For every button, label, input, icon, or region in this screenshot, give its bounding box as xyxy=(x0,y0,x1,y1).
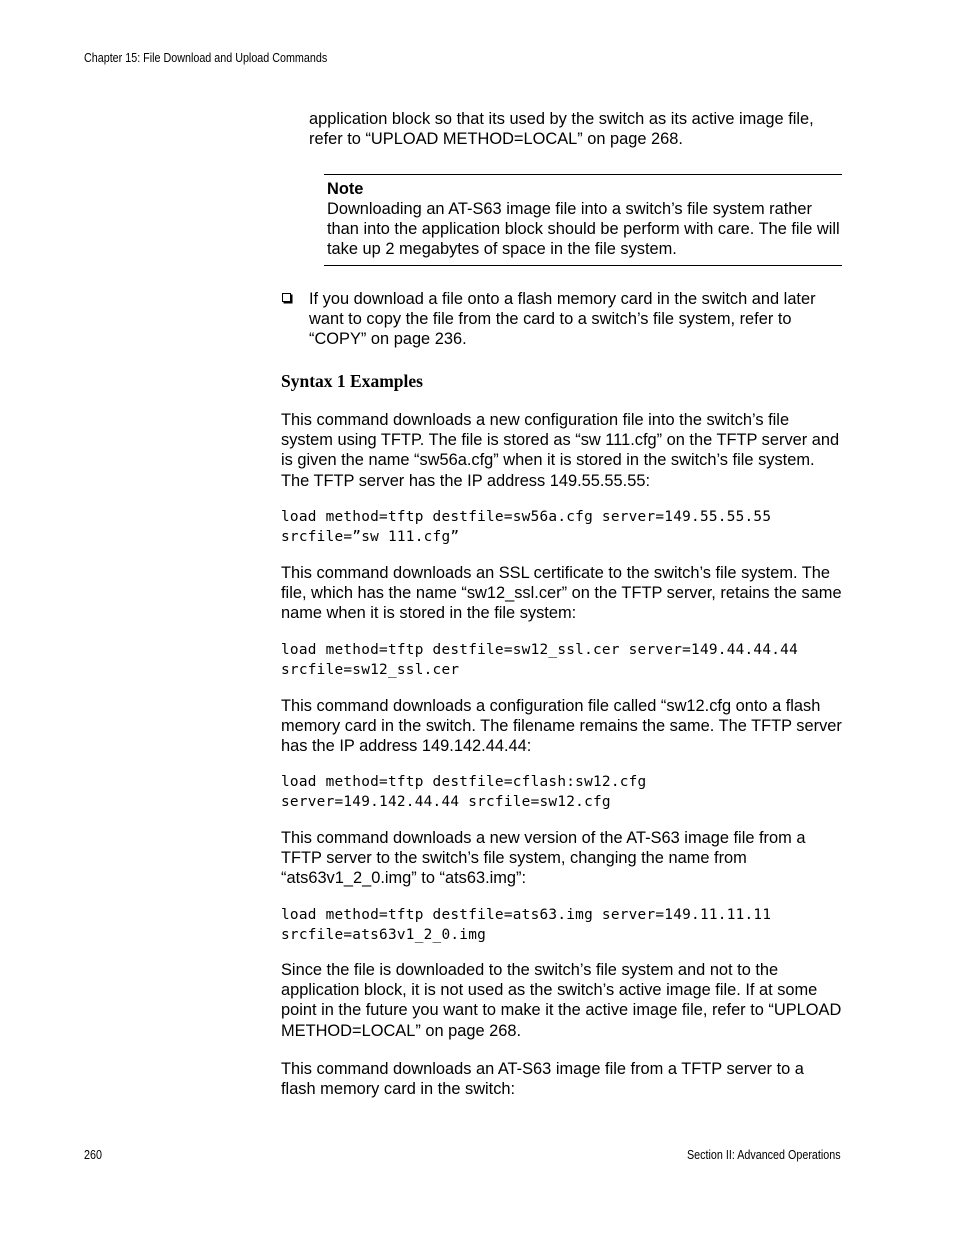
closing-paragraph: Since the file is downloaded to the switch’s file system and not to the application block, it is not used as the switch’s active image file. If at some point in the future you want to make it the active image file, refer to “UPLOAD METHOD=LOCAL” on page 268. xyxy=(281,961,842,1040)
note-text: Downloading an AT-S63 image file into a switch’s file system rather than into the application block should be perform with care. The file will take up 2 megabytes of space in the file system. xyxy=(327,200,840,259)
section-heading: Syntax 1 Examples xyxy=(281,371,423,391)
intro-paragraph: application block so that its used by the switch as its active image file, refer to “UPLOAD METHOD=LOCAL” on page 268. xyxy=(309,110,814,149)
example-4-text: This command downloads a new version of the AT-S63 image file from a TFTP server to the switch’s file system, changing the name from “ats63v1_2_0.img” to “ats63.img”: xyxy=(281,829,806,888)
final-paragraph: This command downloads an AT-S63 image file from a TFTP server to a flash memory card in the switch: xyxy=(281,1060,804,1099)
bullet-text: If you download a file onto a flash memory card in the switch and later want to copy the file from the card to a switch’s file system, refer to “COPY” on page 236. xyxy=(309,290,816,349)
note-title: Note xyxy=(327,180,364,198)
note-box xyxy=(324,174,842,266)
example-4-code: load method=tftp destfile=ats63.img server=149.11.11.11 srcfile=ats63v1_2_0.img xyxy=(281,907,772,943)
example-2-code: load method=tftp destfile=sw12_ssl.cer server=149.44.44.44 srcfile=sw12_ssl.cer xyxy=(281,642,799,678)
example-1-code: load method=tftp destfile=sw56a.cfg server=149.55.55.55 srcfile=”sw 111.cfg” xyxy=(281,509,772,545)
footer-section: Section II: Advanced Operations xyxy=(687,1148,841,1162)
example-3-text: This command downloads a configuration file called “sw12.cfg onto a flash memory card in the switch. The filename remains the same. The TFTP server has the IP address 149.142.44.44: xyxy=(281,697,842,756)
page-number: 260 xyxy=(84,1148,102,1162)
example-1-text: This command downloads a new configuration file into the switch’s file system using TFTP. The file is stored as “sw 111.cfg” on the TFTP server and is given the name “sw56a.cfg” when it is stored in the switch’s file system. The TFTP server has the IP address 149.55.55.55: xyxy=(281,411,840,490)
example-3-code: load method=tftp destfile=cflash:sw12.cfg server=149.142.44.44 srcfile=sw12.cfg xyxy=(281,774,647,810)
checkbox-bullet-icon xyxy=(282,293,291,302)
running-head: Chapter 15: File Download and Upload Commands xyxy=(84,51,328,65)
example-2-text: This command downloads an SSL certificate to the switch’s file system. The file, which has the name “sw12_ssl.cer” on the TFTP server, retains the same name when it is stored in the file system: xyxy=(281,564,842,623)
